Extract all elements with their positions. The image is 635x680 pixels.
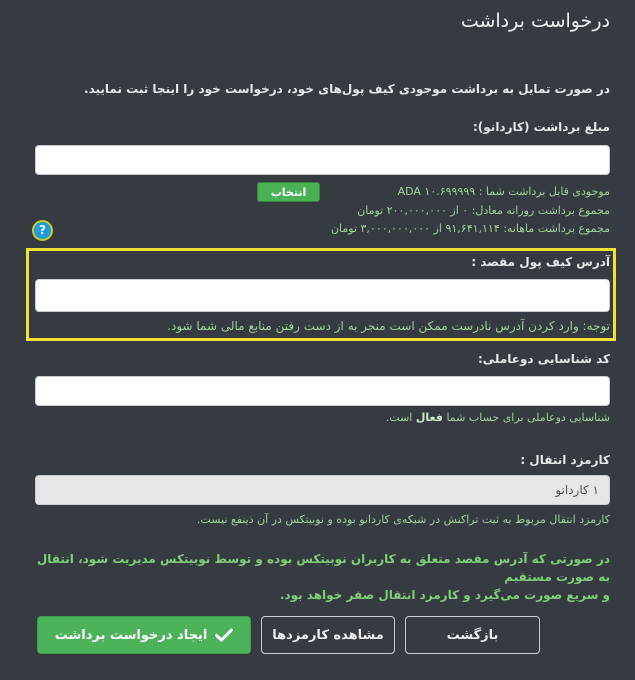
fee-note: کارمزد انتقال مربوط به ثبت تراکنش در شبکه‌ی کاردانو بوده و نوبیتکس در آن ذینفع نیست. [196,513,610,526]
twofa-status [386,411,610,424]
amount-input[interactable] [35,145,610,175]
internal-note-line-2: و سریع صورت می‌گیرد و کارمزد انتقال صفر خواهد بود. [279,588,610,602]
daily-limit-text: مجموع برداشت روزانه معادل: ۰ از ۲۰۰,۰۰۰,۰۰۰ تومان [357,204,610,217]
page-title: درخواست برداشت [460,10,610,32]
fee-input [35,475,610,505]
balance-text: موجودی قابل برداشت شما : ADA ۱۰.۶۹۹۹۹۹ [397,185,610,198]
twofa-status-prefix: شناسایی دوعاملی برای حساب شما [446,411,610,424]
wallet-address-input[interactable] [35,279,610,312]
submit-withdraw-button[interactable] [37,616,251,654]
twofa-input[interactable] [35,376,610,406]
back-button[interactable]: بازگشت [405,616,540,654]
twofa-status-value: فعال [415,411,443,424]
view-fees-button[interactable]: مشاهده کارمزدها [261,616,395,654]
question-circle-icon[interactable]: ? [32,220,53,241]
amount-label: مبلغ برداشت (کاردانو): [473,120,610,134]
intro-text: در صورت تمایل به برداشت موجودی کیف پول‌های خود، درخواست خود را اینجا ثبت نمایید. [84,82,610,96]
check-icon [215,628,233,642]
submit-label: ایجاد درخواست برداشت [54,627,208,643]
twofa-status-suffix: است. [385,411,413,424]
fee-label: کارمزد انتقال : [520,453,610,467]
address-warning: توجه: وارد کردن آدرس نادرست ممکن است منجر به از دست رفتن منابع مالی شما شود. [167,319,610,333]
monthly-limit-text: مجموع برداشت ماهانه: ۹۱,۶۴۱,۱۱۴ از ۳,۰۰۰,۰۰۰,۰۰۰ تومان [330,222,610,235]
internal-transfer-note [25,550,610,604]
twofa-label: کد شناسایی دوعاملی: [477,352,610,366]
address-label: آدرس کیف پول مقصد : [471,255,610,269]
select-balance-button[interactable]: انتخاب [257,182,320,202]
internal-note-line-1: در صورتی که آدرس مقصد متعلق به کاربران نوبیتکس بوده و توسط نوبیتکس مدیریت شود، انتقال به صورت مستقیم [36,552,610,584]
